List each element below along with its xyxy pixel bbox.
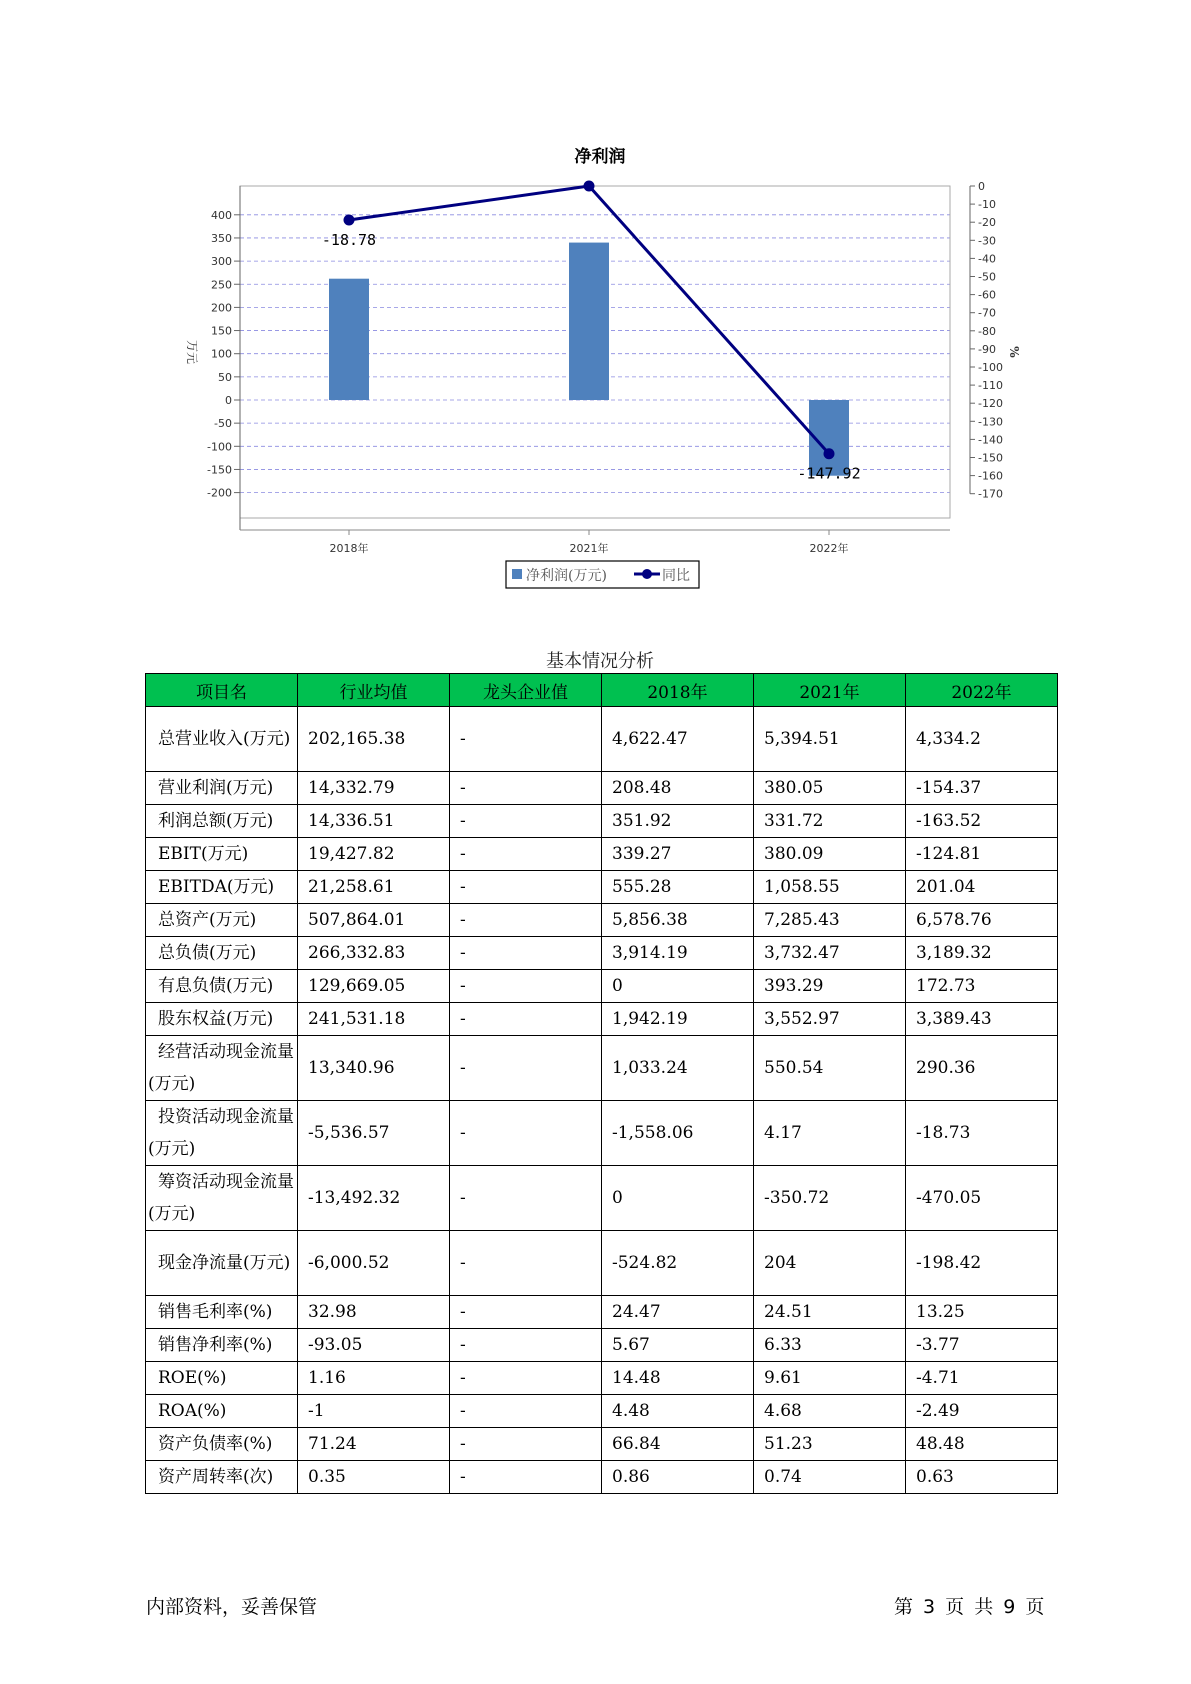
value-cell: -5,536.57: [298, 1101, 450, 1166]
row-name-cell: [146, 1101, 298, 1166]
left-tick-label: -100: [207, 440, 232, 454]
left-tick-label: 250: [211, 278, 232, 292]
table-row: [146, 871, 1058, 904]
value-cell: -470.05: [906, 1166, 1058, 1231]
left-tick-label: 50: [218, 370, 232, 384]
left-tick-label: -50: [214, 417, 232, 431]
row-name: 利润总额(万元): [158, 811, 274, 831]
right-tick-label: -60: [978, 288, 996, 302]
right-tick-label: -130: [978, 415, 1003, 429]
header-2022: 2022年: [906, 674, 1058, 707]
table-body: [146, 707, 1058, 1494]
table-row: [146, 1395, 1058, 1428]
value-cell: -6,000.52: [298, 1231, 450, 1296]
value-cell: -: [450, 1329, 602, 1362]
chart-title: 净利润: [574, 147, 626, 167]
value-cell: 507,864.01: [298, 904, 450, 937]
row-name: 资产周转率(次): [158, 1467, 274, 1487]
value-cell: -: [450, 937, 602, 970]
right-tick-label: -170: [978, 487, 1003, 501]
value-cell: 3,552.97: [754, 1003, 906, 1036]
value-cell: -: [450, 838, 602, 871]
bar-1: [569, 243, 609, 400]
row-name-cell: [146, 904, 298, 937]
value-cell: -93.05: [298, 1329, 450, 1362]
value-cell: 21,258.61: [298, 871, 450, 904]
value-cell: -163.52: [906, 805, 1058, 838]
value-cell: -: [450, 1231, 602, 1296]
right-tick-label: -40: [978, 252, 996, 266]
row-name-cell: [146, 1003, 298, 1036]
value-cell: -13,492.32: [298, 1166, 450, 1231]
footer-page-number: 第 3 页 共 9 页: [894, 1596, 1045, 1618]
x-axis: [330, 530, 849, 555]
legend-line-marker: [642, 569, 652, 579]
value-cell: -: [450, 1461, 602, 1494]
value-cell: 32.98: [298, 1296, 450, 1329]
left-tick-label: -150: [207, 463, 232, 477]
value-cell: 14.48: [602, 1362, 754, 1395]
value-cell: 290.36: [906, 1036, 1058, 1101]
table-row: [146, 937, 1058, 970]
table-row: [146, 805, 1058, 838]
value-cell: 24.47: [602, 1296, 754, 1329]
legend-bar-swatch: [512, 569, 522, 579]
value-cell: 339.27: [602, 838, 754, 871]
row-name-cell: [146, 838, 298, 871]
row-name: 资产负债率(%): [158, 1434, 273, 1454]
value-cell: 331.72: [754, 805, 906, 838]
value-cell: 71.24: [298, 1428, 450, 1461]
row-name: 营业利润(万元): [158, 778, 274, 798]
table-row: [146, 838, 1058, 871]
value-cell: -: [450, 805, 602, 838]
value-cell: 241,531.18: [298, 1003, 450, 1036]
value-cell: 5.67: [602, 1329, 754, 1362]
right-tick-label: -120: [978, 397, 1003, 411]
value-cell: 6.33: [754, 1329, 906, 1362]
value-cell: -: [450, 707, 602, 772]
row-name: 总负债(万元): [158, 943, 257, 963]
table-row: [146, 1166, 1058, 1231]
value-cell: 172.73: [906, 970, 1058, 1003]
value-cell: 7,285.43: [754, 904, 906, 937]
value-cell: -: [450, 904, 602, 937]
left-tick-label: 400: [211, 208, 232, 222]
value-cell: -: [450, 1362, 602, 1395]
value-cell: 0.74: [754, 1461, 906, 1494]
table-row: [146, 1461, 1058, 1494]
left-axis-label: 万元: [185, 339, 199, 365]
row-name-cell: [146, 805, 298, 838]
table-row: [146, 970, 1058, 1003]
right-tick-label: -80: [978, 324, 996, 338]
value-cell: -154.37: [906, 772, 1058, 805]
value-cell: 4,334.2: [906, 707, 1058, 772]
value-cell: 0.63: [906, 1461, 1058, 1494]
value-cell: 1,942.19: [602, 1003, 754, 1036]
left-tick-label: 350: [211, 231, 232, 245]
value-cell: 0.86: [602, 1461, 754, 1494]
value-cell: 9.61: [754, 1362, 906, 1395]
right-tick-label: -20: [978, 216, 996, 230]
table-row: [146, 1362, 1058, 1395]
value-cell: 1,033.24: [602, 1036, 754, 1101]
row-name-cell: [146, 1461, 298, 1494]
value-cell: 202,165.38: [298, 707, 450, 772]
value-cell: 4,622.47: [602, 707, 754, 772]
value-cell: 0: [602, 1166, 754, 1231]
value-cell: -1,558.06: [602, 1101, 754, 1166]
value-cell: 380.09: [754, 838, 906, 871]
header-industry-avg: 行业均值: [298, 674, 450, 707]
value-cell: 555.28: [602, 871, 754, 904]
value-cell: 13.25: [906, 1296, 1058, 1329]
x-tick-label: 2022年: [809, 542, 849, 555]
right-y-axis: [970, 180, 1003, 501]
row-name-cell: [146, 1296, 298, 1329]
value-cell: 48.48: [906, 1428, 1058, 1461]
row-name-cell: [146, 970, 298, 1003]
yoy-point-1: [584, 181, 595, 192]
right-tick-label: -150: [978, 451, 1003, 465]
bar-0: [329, 279, 369, 400]
row-name: 筹资活动现金流量(万元): [148, 1172, 294, 1224]
value-cell: -524.82: [602, 1231, 754, 1296]
row-name: 现金净流量(万元): [158, 1253, 291, 1273]
net-profit-chart: [0, 0, 1191, 620]
right-tick-label: -90: [978, 342, 996, 356]
value-cell: -: [450, 772, 602, 805]
left-y-axis: [207, 186, 240, 530]
row-name: 投资活动现金流量(万元): [148, 1107, 294, 1159]
right-tick-label: -160: [978, 469, 1003, 483]
row-name-cell: [146, 772, 298, 805]
row-name-cell: [146, 1362, 298, 1395]
value-cell: -: [450, 1036, 602, 1101]
left-tick-label: -200: [207, 486, 232, 500]
value-cell: -3.77: [906, 1329, 1058, 1362]
legend-line-label: 同比: [662, 568, 690, 584]
value-cell: -2.49: [906, 1395, 1058, 1428]
right-tick-label: 0: [978, 180, 985, 193]
value-cell: 204: [754, 1231, 906, 1296]
row-name: 股东权益(万元): [158, 1009, 274, 1029]
value-cell: 24.51: [754, 1296, 906, 1329]
left-tick-label: 200: [211, 301, 232, 315]
value-cell: 4.17: [754, 1101, 906, 1166]
value-cell: 4.68: [754, 1395, 906, 1428]
value-cell: 393.29: [754, 970, 906, 1003]
value-cell: 0: [602, 970, 754, 1003]
value-cell: -: [450, 1395, 602, 1428]
value-cell: -: [450, 1428, 602, 1461]
value-cell: 208.48: [602, 772, 754, 805]
legend-bar-label: 净利润(万元): [526, 568, 607, 584]
value-cell: 3,189.32: [906, 937, 1058, 970]
yoy-point-2: [824, 448, 835, 459]
row-name: EBIT(万元): [158, 844, 249, 864]
value-cell: 351.92: [602, 805, 754, 838]
value-cell: 0.35: [298, 1461, 450, 1494]
x-tick-label: 2018年: [329, 542, 369, 555]
value-cell: 380.05: [754, 772, 906, 805]
row-name: ROA(%): [158, 1401, 227, 1421]
left-tick-label: 150: [211, 324, 232, 338]
row-name: 有息负债(万元): [158, 976, 274, 996]
yoy-point-0: [344, 214, 355, 225]
right-axis-label: %: [1007, 346, 1021, 358]
value-cell: -: [450, 1101, 602, 1166]
value-cell: 14,336.51: [298, 805, 450, 838]
value-cell: 5,856.38: [602, 904, 754, 937]
data-label-0: -18.78: [321, 230, 377, 249]
header-2018: 2018年: [602, 674, 754, 707]
right-tick-label: -70: [978, 306, 996, 320]
row-name: 经营活动现金流量(万元): [148, 1042, 294, 1094]
value-cell: -: [450, 871, 602, 904]
table-header-row: [146, 674, 1058, 707]
value-cell: -18.73: [906, 1101, 1058, 1166]
table-row: [146, 904, 1058, 937]
row-name: 销售毛利率(%): [158, 1302, 273, 1322]
value-cell: 129,669.05: [298, 970, 450, 1003]
left-tick-label: 0: [225, 394, 232, 407]
value-cell: -: [450, 970, 602, 1003]
left-tick-label: 300: [211, 255, 232, 269]
bar-series: [329, 243, 849, 476]
right-tick-label: -10: [978, 198, 996, 212]
value-cell: 1,058.55: [754, 871, 906, 904]
row-name-cell: [146, 1036, 298, 1101]
header-leader-value: 龙头企业值: [450, 674, 602, 707]
table-row: [146, 1329, 1058, 1362]
footer-confidential-note: 内部资料，妥善保管: [146, 1596, 318, 1618]
header-2021: 2021年: [754, 674, 906, 707]
value-cell: 3,732.47: [754, 937, 906, 970]
table-row: [146, 1231, 1058, 1296]
row-name: 销售净利率(%): [158, 1335, 273, 1355]
value-cell: 13,340.96: [298, 1036, 450, 1101]
row-name-cell: [146, 707, 298, 772]
row-name-cell: [146, 871, 298, 904]
row-name: EBITDA(万元): [158, 877, 275, 897]
row-name-cell: [146, 1231, 298, 1296]
table-caption: 基本情况分析: [546, 651, 654, 672]
value-cell: 5,394.51: [754, 707, 906, 772]
value-cell: -1: [298, 1395, 450, 1428]
value-cell: 3,914.19: [602, 937, 754, 970]
right-tick-label: -30: [978, 234, 996, 248]
value-cell: 6,578.76: [906, 904, 1058, 937]
table-row: [146, 772, 1058, 805]
value-cell: -350.72: [754, 1166, 906, 1231]
row-name-cell: [146, 1395, 298, 1428]
row-name: 总营业收入(万元): [158, 729, 291, 749]
row-name-cell: [146, 1166, 298, 1231]
right-tick-label: -110: [978, 379, 1003, 393]
value-cell: -: [450, 1003, 602, 1036]
right-tick-label: -50: [978, 270, 996, 284]
value-cell: 266,332.83: [298, 937, 450, 970]
value-cell: 3,389.43: [906, 1003, 1058, 1036]
right-tick-label: -100: [978, 361, 1003, 374]
value-cell: 1.16: [298, 1362, 450, 1395]
value-cell: 14,332.79: [298, 772, 450, 805]
table-row: [146, 1296, 1058, 1329]
row-name-cell: [146, 1428, 298, 1461]
row-name: ROE(%): [158, 1368, 227, 1388]
value-cell: -: [450, 1166, 602, 1231]
value-cell: -4.71: [906, 1362, 1058, 1395]
row-name-cell: [146, 1329, 298, 1362]
table-row: [146, 1003, 1058, 1036]
value-cell: 550.54: [754, 1036, 906, 1101]
row-name: 总资产(万元): [158, 910, 257, 930]
right-tick-label: -140: [978, 433, 1003, 447]
value-cell: 201.04: [906, 871, 1058, 904]
value-cell: -124.81: [906, 838, 1058, 871]
basic-analysis-table: [145, 673, 1058, 1494]
header-item-name: 项目名: [146, 674, 298, 707]
x-tick-label: 2021年: [569, 542, 609, 555]
value-cell: 66.84: [602, 1428, 754, 1461]
chart-legend: [506, 561, 699, 588]
value-cell: 19,427.82: [298, 838, 450, 871]
table-row: [146, 1101, 1058, 1166]
table-row: [146, 1036, 1058, 1101]
table-row: [146, 1428, 1058, 1461]
value-cell: -: [450, 1296, 602, 1329]
row-name-cell: [146, 937, 298, 970]
value-cell: 4.48: [602, 1395, 754, 1428]
left-tick-label: 100: [211, 347, 232, 361]
data-label-2: -147.92: [797, 464, 861, 483]
value-cell: 51.23: [754, 1428, 906, 1461]
table-row: [146, 707, 1058, 772]
value-cell: -198.42: [906, 1231, 1058, 1296]
